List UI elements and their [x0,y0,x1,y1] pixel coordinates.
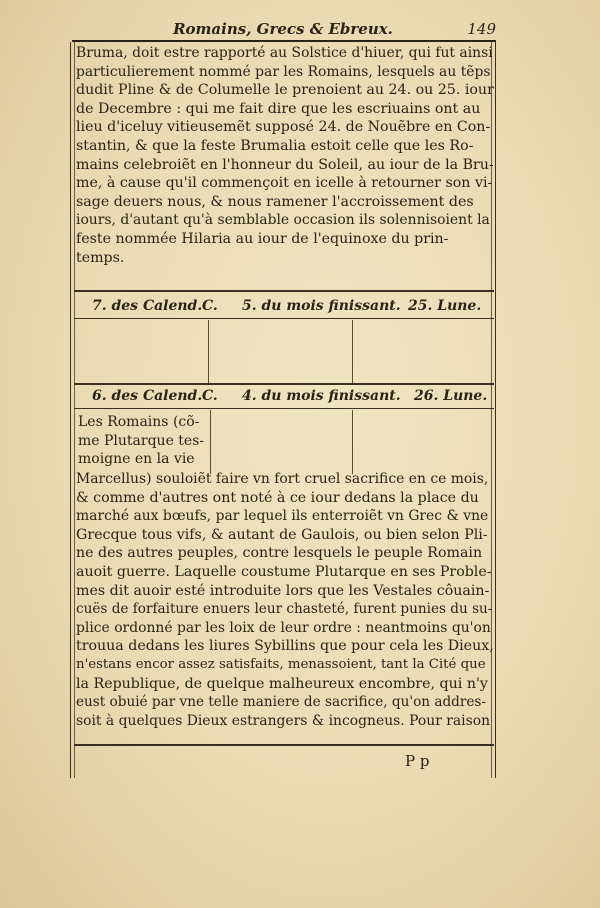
calendar-column-divider [352,320,353,384]
calendar-rule [74,290,494,292]
text-line: auoit guerre. Laquelle coustume Plutarque en ses Proble- [76,563,492,580]
text-line: lieu d'iceluy vitieusemẽt supposé 24. de Nouẽbre en Con- [76,119,491,136]
paragraph-2 [76,470,494,730]
text-line: marché aux bœufs, par lequel ils enterroiẽt vn Grec & vne [76,508,489,525]
text-line: me Plutarque tes- [78,432,205,449]
text-line: dudit Pline & de Columelle le prenoient au 24. ou 25. iour [76,82,494,99]
text-line: Bruma, doit estre rapporté au Solstice d'hiuer, qui fut ainsi [76,45,493,61]
text-line: moigne en la vie [78,451,195,468]
calendar-rule [74,408,494,409]
text-line: eust obuié par vne telle maniere de sacrifice, qu'on addres- [76,694,486,711]
mois-label: 5. du mois finissant. [242,298,401,314]
text-line: sage deuers nous, & nous ramener l'accroissement des [76,193,474,210]
text-line: Marcellus) souloiẽt faire vn fort cruel sacrifice en ce mois, [76,471,489,487]
text-line: particulierement nommé par les Romains, lesquels au tẽps [76,63,491,80]
text-line: n'estans encor assez satisfaits, menassoient, tant la Cité que [76,656,486,672]
calendar-column-divider [352,410,353,474]
calendar-row-1 [74,296,494,318]
page-header [72,18,494,42]
running-title: Romains, Grecs & Ebreux. [173,20,393,38]
text-line: plice ordonné par les loix de leur ordre : neantmoins qu'on [76,619,491,636]
calendar-column-divider [208,320,209,384]
text-line: mes dit auoir esté introduite lors que les Vestales côuain- [76,582,490,599]
calend-label: 7. des Calend. [92,298,203,314]
text-line: stantin, & que la feste Brumalia estoit celle que les Ro- [76,137,474,154]
dominical-letter: C. [202,298,218,314]
calendar-row-2 [74,386,494,408]
side-note [78,413,208,469]
text-line: temps. [76,249,125,266]
text-line: ne des autres peuples, contre lesquels le peuple Romain [76,545,483,562]
lune-label: 26. Lune. [414,388,488,404]
lune-label: 25. Lune. [408,298,482,314]
calendar-rule [74,318,494,319]
text-line: me, à cause qu'il commençoit en icelle à retourner son vi- [76,175,493,192]
text-line: Les Romains (cõ- [78,414,200,430]
signature-mark: P p [405,752,430,770]
paragraph-1 [76,44,494,267]
text-line: cuës de forfaiture enuers leur chasteté, furent punies du su- [76,601,493,618]
text-line: trouua dedans les liures Sybillins que pour cela les Dieux, [76,638,494,655]
calendar-rule [74,383,494,385]
text-line: la Republique, de quelque malheureux encombre, qui n'y [76,675,488,692]
text-line: de Decembre : qui me fait dire que les escriuains ont au [76,100,481,117]
text-line: soit à quelques Dieux estrangers & incogneus. Pour raison [76,712,491,729]
calendar-column-divider [210,410,211,474]
footer-rule [74,744,494,746]
text-line: Grecque tous vifs, & autant de Gaulois, ou bien selon Pli- [76,526,488,543]
text-line: feste nommée Hilaria au iour de l'equinoxe du prin- [76,230,449,247]
page-number: 149 [467,20,496,38]
mois-label: 4. du mois finissant. [242,388,401,404]
calend-label: 6. des Calend. [92,388,203,404]
dominical-letter: C. [202,388,218,404]
text-line: iours, d'autant qu'à semblable occasion ils solennisoient la [76,212,490,229]
text-line: mains celebroiẽt en l'honneur du Soleil, au iour de la Bru- [76,156,494,173]
text-line: & comme d'autres ont noté à ce iour dedans la place du [76,489,479,506]
